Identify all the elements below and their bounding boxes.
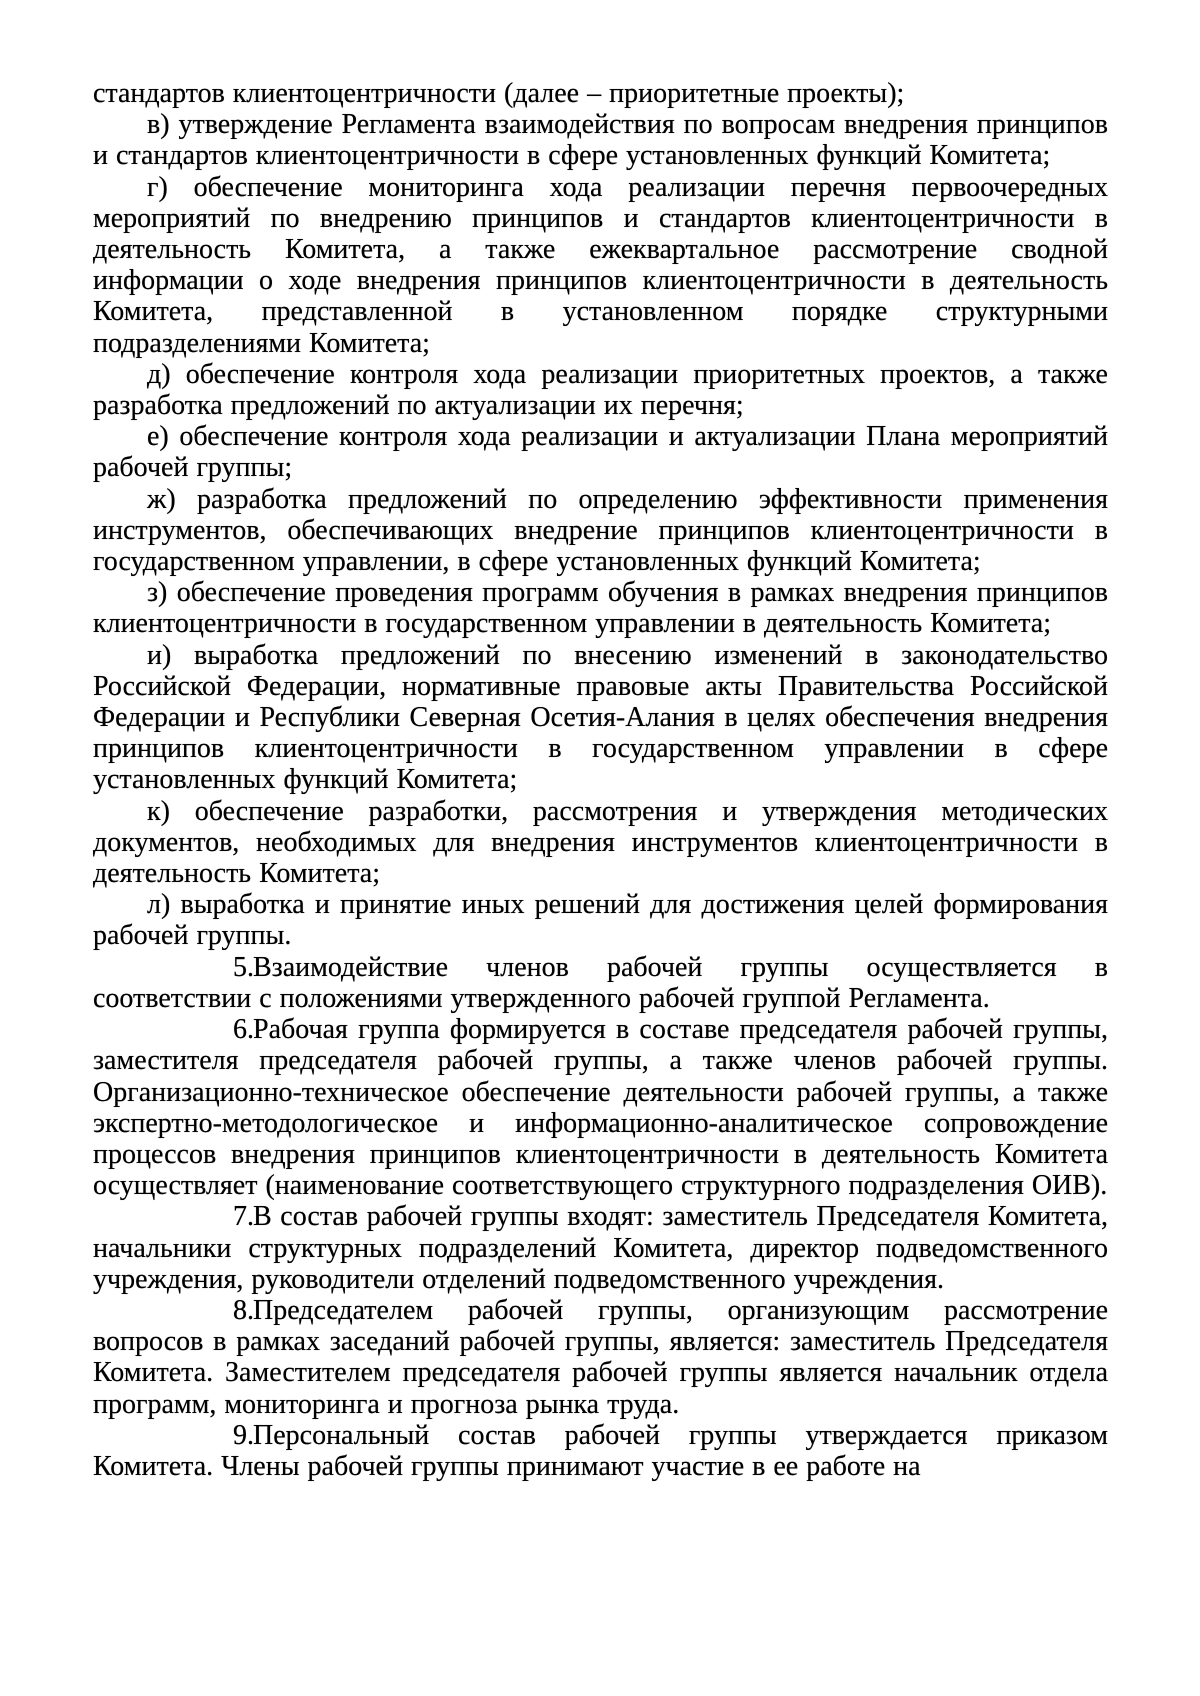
paragraph-text: стандартов клиентоцентричности (далее – приоритетные проекты); xyxy=(93,78,905,109)
paragraph-12 xyxy=(93,1201,1108,1295)
paragraph-text: и) выработка предложений по внесению изменений в законодательство Российской Федерации, нормативные правовые акты Правительства Российской Федерации и Республики Северная Осетия-Алания в целях обеспечения внедрения принципов клиентоцентричности в государственном управлении в сфере установленных функций Комитета; xyxy=(93,639,1108,796)
paragraph-6 xyxy=(93,577,1108,639)
paragraph-8 xyxy=(93,796,1108,890)
paragraph-text: е) обеспечение контроля хода реализации и актуализации Плана мероприятий рабочей группы; xyxy=(93,421,1108,484)
paragraph-text: в) утверждение Регламента взаимодействия по вопросам внедрения принципов и стандартов клиентоцентричности в сфере установленных функций Комитета; xyxy=(93,109,1108,172)
document-text xyxy=(93,78,1108,1482)
paragraph-text: Взаимодействие членов рабочей группы осуществляется в соответствии с положениями утвержденного рабочей группой Регламента. xyxy=(93,951,1108,1014)
paragraph-number: 6. xyxy=(233,1014,254,1046)
paragraph-text: з) обеспечение проведения программ обучения в рамках внедрения принципов клиентоцентричности в государственном управлении в деятельность Комитета; xyxy=(93,577,1108,640)
paragraph-13 xyxy=(93,1295,1108,1420)
paragraph-number: 5. xyxy=(233,951,254,983)
paragraph-10 xyxy=(93,952,1108,1014)
paragraph-9 xyxy=(93,889,1108,951)
paragraph-5 xyxy=(93,484,1108,578)
paragraph-14 xyxy=(93,1420,1108,1482)
paragraph-text: к) обеспечение разработки, рассмотрения и утверждения методических документов, необходимых для внедрения инструментов клиентоцентричности в деятельность Комитета; xyxy=(93,795,1108,890)
paragraph-7 xyxy=(93,640,1108,796)
paragraph-2 xyxy=(93,172,1108,359)
paragraph-text: д) обеспечение контроля хода реализации приоритетных проектов, а также разработка предложений по актуализации их перечня; xyxy=(93,358,1108,422)
paragraph-text: Персональный состав рабочей группы утверждается приказом Комитета. Члены рабочей группы принимают участие в ее работе на xyxy=(93,1419,1108,1482)
paragraph-text: Председателем рабочей группы, организующим рассмотрение вопросов в рамках заседаний рабочей группы, является: заместитель Председателя Комитета. Заместителем председателя рабочей группы является начальник отдела программ, мониторинга и прогноза рынка труда. xyxy=(93,1294,1108,1420)
paragraph-4 xyxy=(93,421,1108,483)
paragraph-1 xyxy=(93,109,1108,171)
paragraph-11 xyxy=(93,1014,1108,1201)
paragraph-number: 8. xyxy=(233,1294,254,1326)
paragraph-number: 7. xyxy=(233,1201,254,1233)
paragraph-text: л) выработка и принятие иных решений для достижения целей формирования рабочей группы. xyxy=(93,889,1108,952)
paragraph-text: Рабочая группа формируется в составе председателя рабочей группы, заместителя председателя рабочей группы, а также членов рабочей группы. Организационно-техническое обеспечение деятельности рабочей группы, а также экспертно-методологическое и информационно-аналитическое сопровождение процессов внедрения принципов клиентоцентричности в деятельность Комитета осуществляет (наименование соответствующего структурного подразделения ОИВ). xyxy=(93,1014,1108,1202)
paragraph-text: г) обеспечение мониторинга хода реализации перечня первоочередных мероприятий по внедрению принципов и стандартов клиентоцентричности в деятельность Комитета, а также ежеквартальное рассмотрение сводной информации о ходе внедрения принципов клиентоцентричности в деятельность Комитета, представленной в установленном порядке структурными подразделениями Комитета; xyxy=(93,171,1108,359)
paragraph-text: ж) разработка предложений по определению эффективности применения инструментов, обеспечивающих внедрение принципов клиентоцентричности в государственном управлении, в сфере установленных функций Комитета; xyxy=(93,483,1108,578)
paragraph-number: 9. xyxy=(233,1419,254,1451)
paragraph-0 xyxy=(93,78,1108,109)
paragraph-3 xyxy=(93,359,1108,421)
paragraph-text: В состав рабочей группы входят: заместитель Председателя Комитета, начальники структурных подразделений Комитета, директор подведомственного учреждения, руководители отделений подведомственного учреждения. xyxy=(93,1201,1108,1295)
